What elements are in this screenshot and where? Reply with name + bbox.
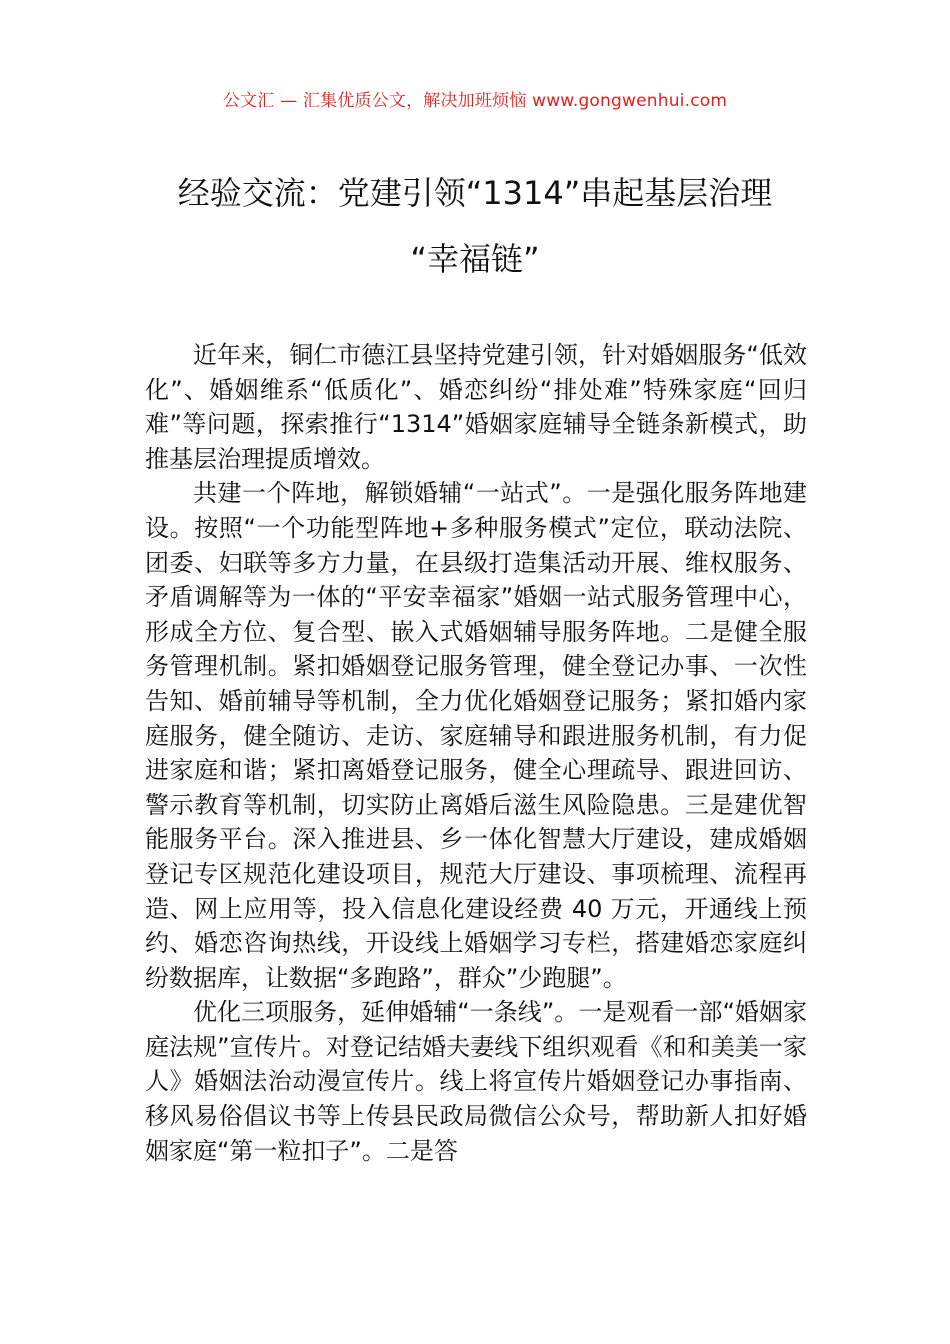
- title-line-2: “幸福链”: [410, 240, 540, 278]
- paragraph-one-base: 共建一个阵地，解锁婚辅“一站式”。一是强化服务阵地建设。按照“一个功能型阵地+多种服务模式”定位，联动法院、团委、妇联等多方力量，在县级打造集活动开展、维权服务、矛盾调解等为一体的“平安幸福家”婚姻一站式服务管理中心，形成全方位、复合型、嵌入式婚姻辅导服务阵地。二是健全服务管理机制。紧扣婚姻登记服务管理，健全登记办事、一次性告知、婚前辅导等机制，全力优化婚姻登记服务；紧扣婚内家庭服务，健全随访、走访、家庭辅导和跟进服务机制，有力促进家庭和谐；紧扣离婚登记服务，健全心理疏导、跟进回访、警示教育等机制，切实防止离婚后滋生风险隐患。三是建优智能服务平台。深入推进县、乡一体化智慧大厅建设，建成婚姻登记专区规范化建设项目，规范大厅建设、事项梳理、流程再造、网上应用等，投入信息化建设经费 40 万元，开通线上预约、婚恋咨询热线，开设线上婚姻学习专栏，搭建婚恋家庭纠纷数据库，让数据“多跑路”，群众”少跑腿”。: [145, 479, 807, 992]
- document-title: [130, 160, 820, 292]
- paragraph-intro: 近年来，铜仁市德江县坚持党建引领，针对婚姻服务“低效化”、婚姻维系“低质化”、婚恋纠纷“排处难”特殊家庭“回归难”等问题，探索推行“1314”婚姻家庭辅导全链条新模式，助推基层治理提质增效。: [145, 341, 807, 473]
- header-banner: 公文汇 — 汇集优质公文，解决加班烦恼 www.gongwenhui.com: [222, 91, 728, 111]
- title-line-1: 经验交流：党建引领“1314”串起基层治理: [177, 174, 773, 212]
- document-body: [145, 338, 807, 1168]
- paragraph-three-services: 优化三项服务，延伸婚辅“一条线”。一是观看一部“婚姻家庭法规”宣传片。对登记结婚夫妻线下组织观看《和和美美一家人》婚姻法治动漫宣传片。线上将宣传片婚姻登记办事指南、移风易俗倡议书等上传县民政局微信公众号，帮助新人扣好婚姻家庭“第一粒扣子”。二是答: [145, 998, 807, 1165]
